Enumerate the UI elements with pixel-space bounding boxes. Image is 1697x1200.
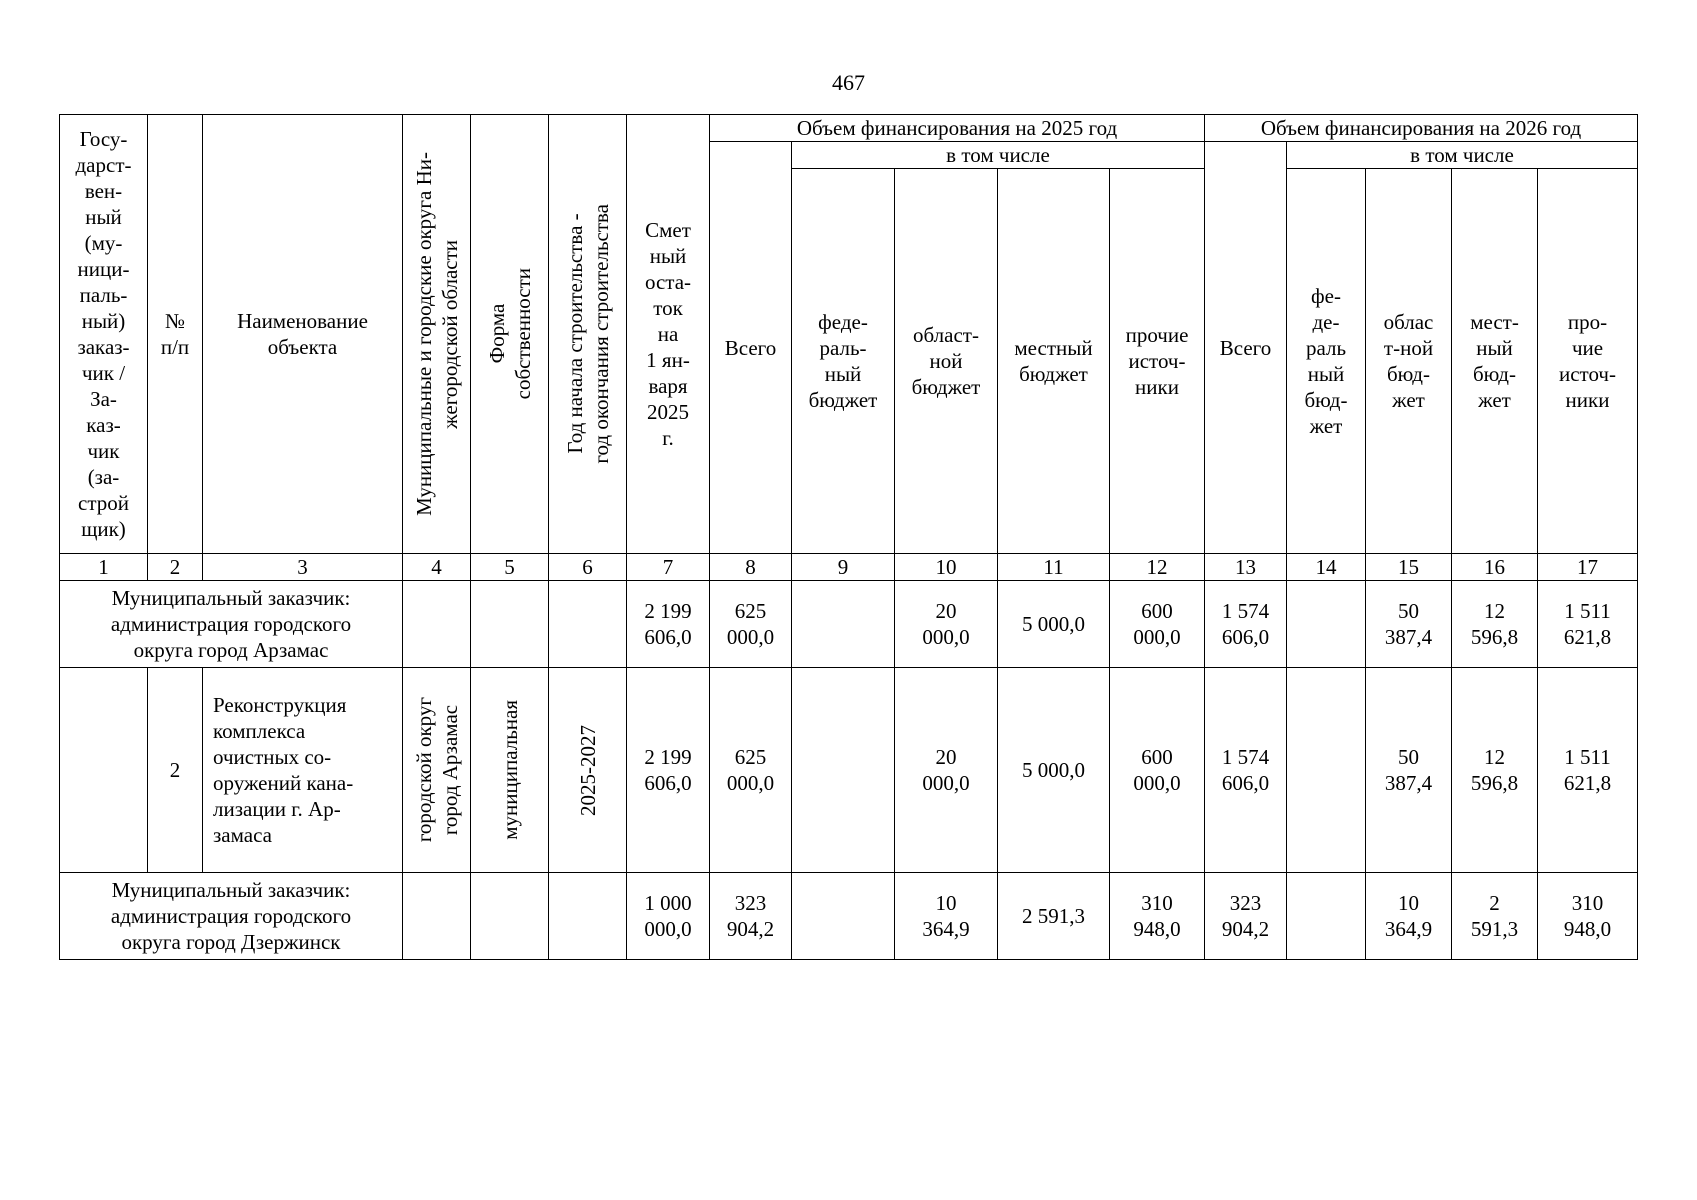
- empty-cell: [60, 668, 148, 873]
- cell-district: [403, 668, 471, 873]
- column-number: 7: [627, 554, 710, 581]
- header-row-1: [60, 115, 1638, 142]
- header-district-text: Муниципальные и городские округа Ни- жегородской области: [411, 152, 462, 516]
- cell-total-2026: 1 574 606,0: [1205, 668, 1287, 873]
- header-including-2026: в том числе: [1287, 142, 1638, 169]
- cell-loc-2026: 12 596,8: [1452, 668, 1538, 873]
- cell-reg-2026: 50 387,4: [1366, 581, 1452, 668]
- empty-cell: [549, 581, 627, 668]
- page-number: 467: [832, 70, 865, 95]
- header-customer: Госу- дарст- вен- ный (му- ници- паль- ный) заказ- чик / За- каз- чик (за- строй щик): [60, 115, 148, 554]
- cell-reg-2026: 50 387,4: [1366, 668, 1452, 873]
- cell-years: [549, 668, 627, 873]
- column-number: 6: [549, 554, 627, 581]
- header-loc-2025: местный бюджет: [998, 169, 1110, 554]
- header-including-2025: в том числе: [792, 142, 1205, 169]
- cell-total-2025: 323 904,2: [710, 873, 792, 960]
- column-number: 11: [998, 554, 1110, 581]
- empty-cell: [471, 873, 549, 960]
- header-fin2025: Объем финансирования на 2025 год: [710, 115, 1205, 142]
- column-number: 16: [1452, 554, 1538, 581]
- header-name: Наименование объекта: [203, 115, 403, 554]
- column-number: 17: [1538, 554, 1638, 581]
- column-numbers-row: [60, 554, 1638, 581]
- column-number: 3: [203, 554, 403, 581]
- cell-total-2026: 323 904,2: [1205, 873, 1287, 960]
- cell-years-text: 2025-2027: [575, 724, 600, 816]
- object-row: [60, 668, 1638, 873]
- header-fed-2025: феде- раль- ный бюджет: [792, 169, 895, 554]
- cell-oth-2026: 310 948,0: [1538, 873, 1638, 960]
- cell-reg-2025: 20 000,0: [895, 581, 998, 668]
- column-number: 1: [60, 554, 148, 581]
- empty-cell: [403, 581, 471, 668]
- cell-fed-2025: [792, 581, 895, 668]
- header-fin2026: Объем финансирования на 2026 год: [1205, 115, 1638, 142]
- header-fed-2026: фе- де- раль ный бюд- жет: [1287, 169, 1366, 554]
- cell-total-2025: 625 000,0: [710, 581, 792, 668]
- cell-loc-2025: 5 000,0: [998, 581, 1110, 668]
- header-reg-2025: област- ной бюджет: [895, 169, 998, 554]
- empty-cell: [549, 873, 627, 960]
- column-number: 13: [1205, 554, 1287, 581]
- cell-loc-2025: 5 000,0: [998, 668, 1110, 873]
- cell-fed-2026: [1287, 668, 1366, 873]
- header-ownership-text: Форма собственности: [484, 268, 535, 400]
- cell-reg-2026: 10 364,9: [1366, 873, 1452, 960]
- cell-num: 2: [148, 668, 203, 873]
- cell-loc-2025: 2 591,3: [998, 873, 1110, 960]
- cell-district-text: городской округ город Арзамас: [411, 697, 462, 843]
- cell-fed-2025: [792, 668, 895, 873]
- cell-ownership-text: муниципальная: [497, 700, 522, 840]
- cell-loc-2026: 12 596,8: [1452, 581, 1538, 668]
- empty-cell: [403, 873, 471, 960]
- header-oth-2026: про- чие источ- ники: [1538, 169, 1638, 554]
- cell-oth-2025: 600 000,0: [1110, 581, 1205, 668]
- group-customer: Муниципальный заказчик: администрация городского округа город Дзержинск: [60, 873, 403, 960]
- header-years: [549, 115, 627, 554]
- column-number: 5: [471, 554, 549, 581]
- header-reg-2026: облас т-ной бюд- жет: [1366, 169, 1452, 554]
- header-district: [403, 115, 471, 554]
- cell-oth-2025: 600 000,0: [1110, 668, 1205, 873]
- cell-ownership: [471, 668, 549, 873]
- financing-table: [59, 114, 1638, 960]
- cell-oth-2025: 310 948,0: [1110, 873, 1205, 960]
- header-total-2025: Всего: [710, 142, 792, 554]
- cell-total-2025: 625 000,0: [710, 668, 792, 873]
- header-remainder: Смет ный оста- ток на 1 ян- варя 2025 г.: [627, 115, 710, 554]
- cell-reg-2025: 20 000,0: [895, 668, 998, 873]
- column-number: 8: [710, 554, 792, 581]
- cell-remainder: 2 199 606,0: [627, 581, 710, 668]
- header-ownership: [471, 115, 549, 554]
- header-years-text: Год начала строительства - год окончания строительства: [562, 204, 613, 464]
- header-num: № п/п: [148, 115, 203, 554]
- header-total-2026: Всего: [1205, 142, 1287, 554]
- cell-oth-2026: 1 511 621,8: [1538, 581, 1638, 668]
- customer-group-row: [60, 873, 1638, 960]
- cell-reg-2025: 10 364,9: [895, 873, 998, 960]
- cell-remainder: 1 000 000,0: [627, 873, 710, 960]
- empty-cell: [471, 581, 549, 668]
- cell-fed-2025: [792, 873, 895, 960]
- cell-remainder: 2 199 606,0: [627, 668, 710, 873]
- customer-group-row: [60, 581, 1638, 668]
- cell-oth-2026: 1 511 621,8: [1538, 668, 1638, 873]
- header-loc-2026: мест- ный бюд- жет: [1452, 169, 1538, 554]
- cell-loc-2026: 2 591,3: [1452, 873, 1538, 960]
- cell-object-name: Реконструкция комплекса очистных со- оружений кана- лизации г. Ар- замаса: [203, 668, 403, 873]
- cell-fed-2026: [1287, 873, 1366, 960]
- column-number: 2: [148, 554, 203, 581]
- column-number: 12: [1110, 554, 1205, 581]
- header-oth-2025: прочие источ- ники: [1110, 169, 1205, 554]
- column-number: 4: [403, 554, 471, 581]
- column-number: 15: [1366, 554, 1452, 581]
- column-number: 10: [895, 554, 998, 581]
- group-customer: Муниципальный заказчик: администрация городского округа город Арзамас: [60, 581, 403, 668]
- cell-fed-2026: [1287, 581, 1366, 668]
- cell-total-2026: 1 574 606,0: [1205, 581, 1287, 668]
- column-number: 14: [1287, 554, 1366, 581]
- column-number: 9: [792, 554, 895, 581]
